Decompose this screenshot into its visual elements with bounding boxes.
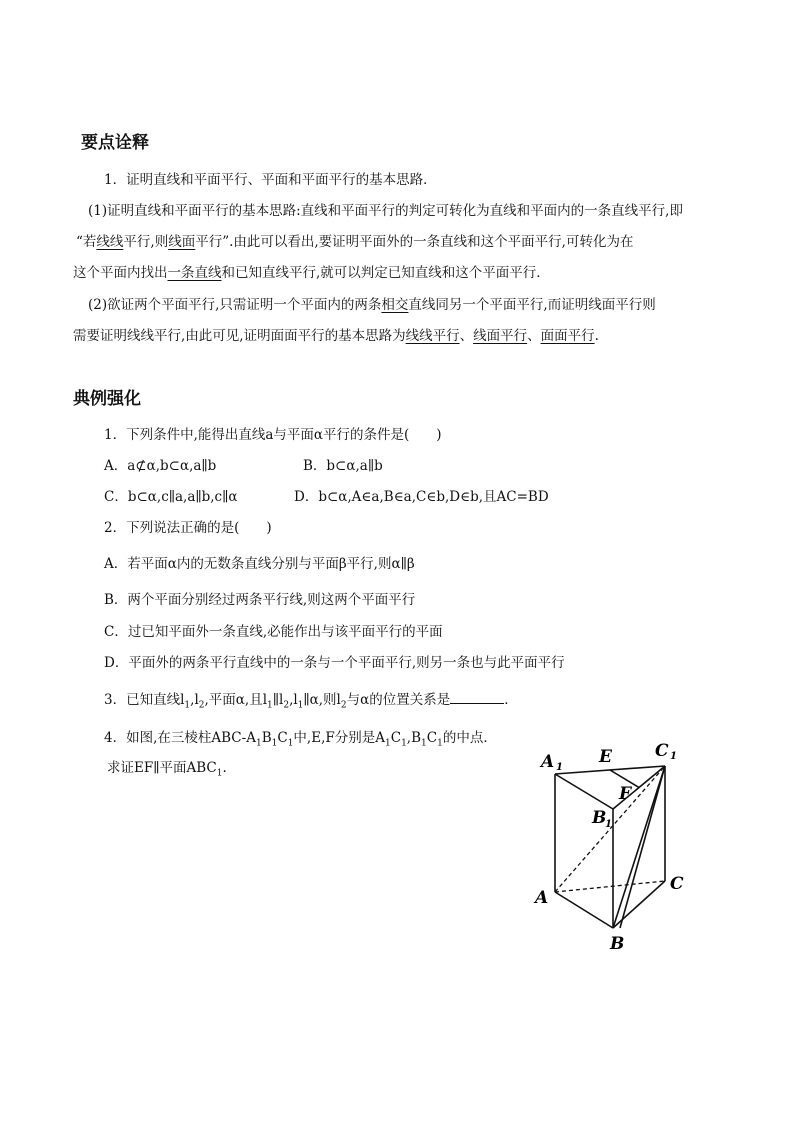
answer-underline: 线面 [168,234,196,250]
question-1: 1．下列条件中,能得出直线a与平面α平行的条件是( ) [104,427,442,443]
answer-underline: 线线平行 [405,328,460,344]
subscript: 1 [401,738,407,749]
label-b1: B [592,808,607,828]
text-run: 的中点． [442,730,497,746]
text-run: ∥α,则l [303,692,341,708]
answer-underline: 相交 [381,297,409,313]
text-run: 这个平面内找出 [73,265,168,281]
text-run: ,平面α,且l [204,692,268,708]
label-f: F [619,784,632,804]
paragraph-2a: (1)证明直线和平面平行的基本思路:直线和平面平行的判定可转化为直线和平面内的一条直线平行,即 [88,203,683,219]
text-run: 中,E,F分别是A [293,730,385,746]
question-1-option-a: A．a⊄α,b⊂α,a∥b [104,458,217,474]
text-run: C [426,730,438,746]
question-2: 2．下列说法正确的是( ) [104,520,272,536]
section-heading-key-points: 要点诠释 [81,133,149,153]
text-run: ,l [190,692,199,708]
question-1-option-c: C．b⊂α,c∥a,a∥b,c∥α [104,489,238,505]
question-4 [104,728,497,754]
separator: 、 [459,328,474,344]
question-4-prove [107,758,227,784]
paragraph-2b [76,232,633,252]
answer-blank [450,690,504,704]
subscript: 1 [297,700,304,711]
subscript: 1 [287,738,294,749]
prism-edges [555,766,665,928]
question-1-option-b: B．b⊂α,a∥b [303,458,383,474]
question-2-option-a: A．若平面α内的无数条直线分别与平面β平行,则α∥β [104,556,415,572]
text-run: 平行,则 [123,234,169,250]
question-3 [104,690,518,716]
text-run: . [594,328,599,344]
text-run: . [222,760,227,776]
edge-a1-b1 [555,774,613,809]
subscript: 1 [421,738,427,749]
label-e: E [599,747,612,767]
subscript: 2 [283,700,290,711]
text-run: 4．如图,在三棱柱ABC-A [104,730,256,746]
subscript: 1 [216,768,223,779]
edge-a-b [555,892,613,928]
separator: 、 [527,328,541,344]
label-b1-sub: 1 [605,819,612,830]
label-c: C [670,874,684,894]
answer-underline: 一条直线 [167,265,222,281]
label-c1: C [655,741,669,761]
question-2-option-c: C．过已知平面外一条直线,必能作出与该平面平行的平面 [104,624,443,640]
text-run: ,B [406,730,422,746]
text-run: (2)欲证两个平面平行,只需证明一个平面内的两条 [88,297,382,313]
edge-a-c-hidden [555,881,665,892]
subscript: 1 [437,738,443,749]
subscript: 2 [198,700,205,711]
label-a1-sub: 1 [556,762,563,773]
text-run: 求证EF∥平面ABC [107,760,217,776]
label-b: B [610,934,625,954]
text-run: 与α的位置关系是 [346,692,451,708]
section-heading-examples: 典例强化 [73,389,141,409]
paragraph-2c [73,263,550,283]
paragraph-3b [73,326,599,346]
subscript: 2 [340,700,347,711]
subscript: 1 [384,738,391,749]
subscript: 1 [184,700,191,711]
text-run: 直线同另一个平面平行,而证明线面平行则 [408,297,656,313]
label-c1-sub: 1 [670,751,677,762]
question-2-option-d: D．平面外的两条平行直线中的一条与一个平面平行,则另一条也与此平面平行 [104,655,565,671]
text-run: 和已知直线平行,就可以判定已知直线和这个平面平行． [221,265,550,281]
subscript: 1 [267,700,273,711]
subscript: 1 [255,738,262,749]
text-run: 需要证明线线平行,由此可见,证明面面平行的基本思路为 [73,328,406,344]
text-run: C [390,730,402,746]
text-run: ． [504,692,518,708]
text-run: B [261,730,272,746]
triangular-prism-figure [525,736,700,956]
answer-underline: 线线 [96,234,124,250]
subscript: 1 [271,738,278,749]
label-a: A [535,888,549,908]
paragraph-1: 1．证明直线和平面平行、平面和平面平行的基本思路． [104,172,437,188]
text-run: C [277,730,288,746]
text-run: “若 [76,234,97,250]
paragraph-3a [88,295,656,315]
answer-underline: 面面平行 [540,328,595,344]
text-run: 3．已知直线l [104,692,185,708]
text-run: 平行”.由此可以看出,要证明平面外的一条直线和这个平面平行,可转化为在 [195,234,634,250]
text-run: ,l [289,692,298,708]
text-run: ∥l [272,692,284,708]
question-1-option-d: D．b⊂α,A∈a,B∈a,C∈b,D∈b,且AC=BD [294,489,549,505]
question-2-option-b: B．两个平面分别经过两条平行线,则这两个平面平行 [104,592,416,608]
label-a1: A [541,752,555,772]
answer-underline: 线面平行 [473,328,528,344]
